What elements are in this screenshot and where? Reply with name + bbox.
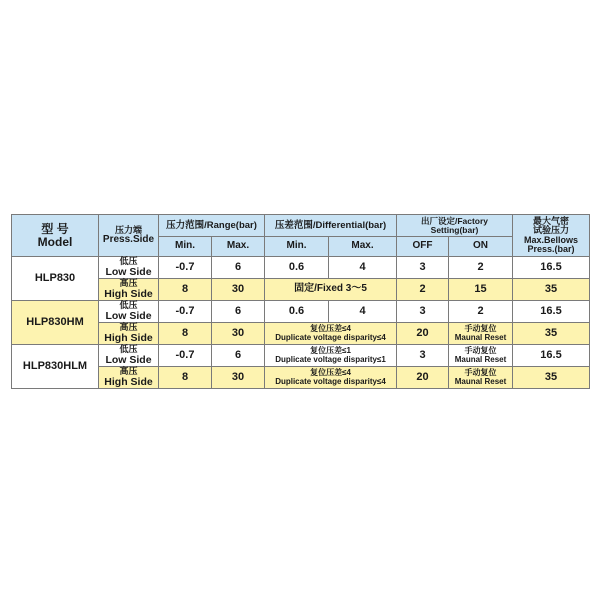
on-header: ON: [449, 237, 513, 257]
range-min-header: Min.: [159, 237, 212, 257]
diff-note-en: Duplicate voltage disparity≤1: [275, 354, 386, 364]
side-header-zh: 压力端: [114, 224, 142, 235]
model-header: [12, 215, 99, 257]
setting-on: 15: [449, 279, 513, 301]
side-label: [99, 323, 159, 345]
range-min: 8: [159, 367, 212, 389]
bellows-pressure: 16.5: [513, 345, 590, 367]
diff-max: 4: [329, 257, 397, 279]
range-header: 压力范围/Range(bar): [159, 215, 265, 237]
side-label: [99, 345, 159, 367]
table-row: [12, 301, 590, 323]
manual-reset: [449, 367, 513, 389]
table-row: [12, 257, 590, 279]
bellows-header: [513, 215, 590, 257]
side-zh: 高压: [119, 278, 138, 289]
diff-reset-note: [265, 323, 397, 345]
setting-on: 2: [449, 301, 513, 323]
bellows-pressure: 16.5: [513, 257, 590, 279]
range-max: 30: [212, 367, 265, 389]
setting-off: 3: [397, 345, 449, 367]
diff-max: 4: [329, 301, 397, 323]
bellows-header-en1: Max.Bellows: [524, 234, 579, 245]
side-zh: 低压: [119, 344, 138, 355]
range-max: 6: [212, 257, 265, 279]
diff-min: 0.6: [265, 301, 329, 323]
model-name: HLP830HLM: [12, 345, 99, 389]
side-header-en: Press.Side: [102, 233, 155, 245]
spec-table: [11, 214, 590, 389]
range-max: 30: [212, 323, 265, 345]
diff-reset-note: [265, 367, 397, 389]
diff-note-zh: 复位压差≤4: [310, 324, 351, 334]
side-zh: 低压: [119, 300, 138, 311]
range-max: 30: [212, 279, 265, 301]
model-name: HLP830: [12, 257, 99, 301]
diff-note-en: Duplicate voltage disparity≤4: [275, 376, 386, 386]
manual-reset-en: Maunal Reset: [454, 332, 507, 342]
diff-note-en: Duplicate voltage disparity≤4: [275, 332, 386, 342]
manual-reset: [449, 323, 513, 345]
manual-reset-zh: 手动复位: [464, 324, 497, 334]
bellows-pressure: 35: [513, 367, 590, 389]
diff-min-header: Min.: [265, 237, 329, 257]
range-min: 8: [159, 279, 212, 301]
range-max: 6: [212, 301, 265, 323]
off-header: OFF: [397, 237, 449, 257]
range-min: -0.7: [159, 345, 212, 367]
setting-off: 20: [397, 323, 449, 345]
table-row: [12, 279, 590, 301]
differential-header: 压差范围/Differential(bar): [265, 215, 397, 237]
model-name: HLP830HM: [12, 301, 99, 345]
factory-setting-header: 出厂设定/Factory Setting(bar): [397, 215, 513, 237]
bellows-pressure: 35: [513, 279, 590, 301]
header-row-top: [12, 215, 590, 237]
side-en: High Side: [104, 375, 153, 388]
diff-fixed: 固定/Fixed 3～5: [265, 279, 397, 301]
manual-reset-en: Maunal Reset: [454, 376, 507, 386]
model-header-en: Model: [37, 234, 73, 249]
side-zh: 高压: [119, 366, 138, 377]
range-max-header: Max.: [212, 237, 265, 257]
diff-max-header: Max.: [329, 237, 397, 257]
diff-note-zh: 复位压差≤4: [310, 368, 351, 378]
table-row: [12, 323, 590, 345]
bellows-header-zh2: 试验压力: [533, 225, 570, 236]
side-en: High Side: [104, 331, 153, 344]
setting-off: 20: [397, 367, 449, 389]
range-min: -0.7: [159, 257, 212, 279]
side-zh: 低压: [119, 256, 138, 267]
side-header: [99, 215, 159, 257]
setting-off: 3: [397, 257, 449, 279]
range-max: 6: [212, 345, 265, 367]
setting-off: 3: [397, 301, 449, 323]
side-label: [99, 367, 159, 389]
table-row: [12, 345, 590, 367]
side-label: [99, 301, 159, 323]
side-en: Low Side: [105, 265, 152, 278]
diff-min: 0.6: [265, 257, 329, 279]
side-en: Low Side: [105, 309, 152, 322]
setting-on: 2: [449, 257, 513, 279]
diff-note-zh: 复位压差≤1: [310, 346, 351, 356]
table-row: [12, 367, 590, 389]
range-min: -0.7: [159, 301, 212, 323]
side-zh: 高压: [119, 322, 138, 333]
bellows-pressure: 35: [513, 323, 590, 345]
manual-reset-zh: 手动复位: [464, 368, 497, 378]
range-min: 8: [159, 323, 212, 345]
setting-off: 2: [397, 279, 449, 301]
manual-reset-en: Maunal Reset: [454, 354, 507, 364]
model-header-zh: 型 号: [41, 221, 69, 236]
side-en: Low Side: [105, 353, 152, 366]
side-en: High Side: [104, 287, 153, 300]
bellows-header-en2: Press.(bar): [527, 243, 575, 254]
manual-reset: [449, 345, 513, 367]
diff-reset-note: [265, 345, 397, 367]
side-label: [99, 279, 159, 301]
side-label: [99, 257, 159, 279]
bellows-header-zh1: 最大气密: [533, 215, 570, 226]
manual-reset-zh: 手动复位: [464, 346, 497, 356]
bellows-pressure: 16.5: [513, 301, 590, 323]
